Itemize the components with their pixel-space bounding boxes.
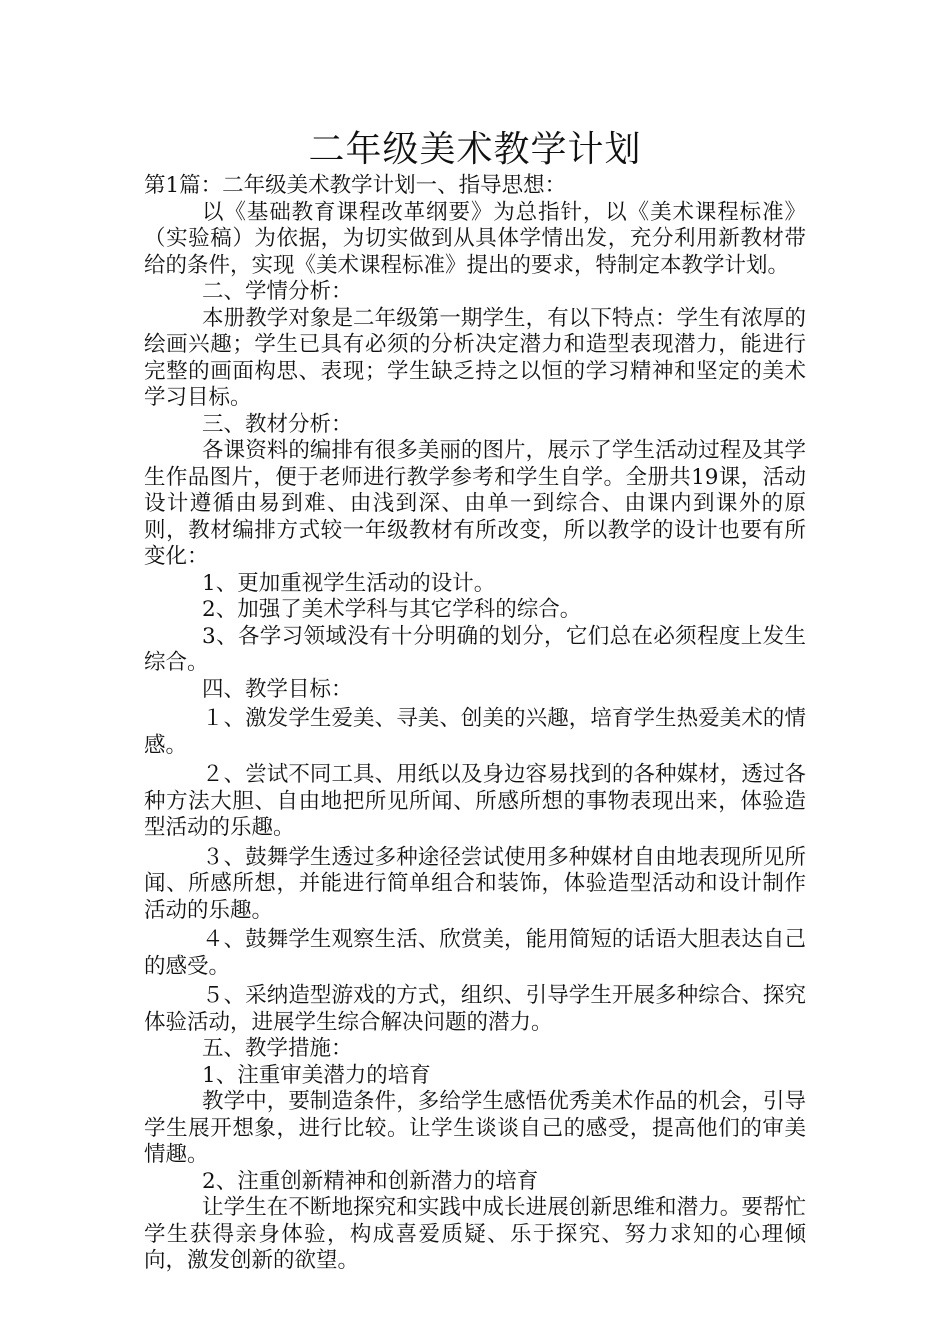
list-item-goal-3: ３、鼓舞学生透过多种途径尝试使用多种媒材自由地表现所见所闻、所感所想，并能进行简单组合和装饰，体验造型活动和设计制作活动的乐趣。: [144, 844, 806, 923]
paragraph-guiding-ideology: 以《基础教育课程改革纲要》为总指针，以《美术课程标准》（实验稿）为依据，为切实做到从具体学情出发，充分利用新教材带给的条件，实现《美术课程标准》提出的要求，特制定本教学计划。: [144, 199, 806, 278]
paragraph-learning-analysis: 本册教学对象是二年级第一期学生，有以下特点：学生有浓厚的绘画兴趣；学生已具有必须的分析决定潜力和造型表现潜力，能进行完整的画面构思、表现；学生缺乏持之以恒的学习精神和坚定的美术学习目标。: [144, 305, 806, 410]
section-heading-material-analysis: 三、教材分析：: [202, 411, 353, 437]
list-item-material-2: 2、加强了美术学科与其它学科的综合。: [202, 597, 582, 622]
list-item-goal-1: １、激发学生爱美、寻美、创美的兴趣，培育学生热爱美术的情感。: [144, 706, 806, 758]
section-heading-teaching-measures: 五、教学措施：: [202, 1036, 353, 1061]
document-title: 二年级美术教学计划: [308, 129, 642, 170]
list-item-goal-5: ５、采纳造型游戏的方式，组织、引导学生开展多种综合、探究体验活动，进展学生综合解决问题的潜力。: [144, 983, 806, 1035]
paragraph-measure-2: 让学生在不断地探究和实践中成长进展创新思维和潜力。要帮忙学生获得亲身体验，构成喜爱质疑、乐于探究、努力求知的心理倾向，激发创新的欲望。: [144, 1195, 806, 1273]
section-heading-teaching-goals: 四、教学目标：: [202, 676, 353, 702]
list-item-material-3: 3、各学习领域没有十分明确的划分，它们总在必须程度上发生综合。: [144, 623, 806, 675]
list-item-goal-4: ４、鼓舞学生观察生活、欣赏美，能用简短的话语大胆表达自己的感受。: [144, 927, 806, 979]
subheading-measure-1: 1、注重审美潜力的培育: [202, 1062, 431, 1088]
subheading-measure-2: 2、注重创新精神和创新潜力的培育: [202, 1168, 539, 1194]
paragraph-measure-1: 教学中，要制造条件，多给学生感悟优秀美术作品的机会，引导学生展开想象，进行比较。让学生谈谈自己的感受，提高他们的审美情趣。: [144, 1089, 806, 1167]
list-item-material-1: 1、更加重视学生活动的设计。: [202, 570, 496, 596]
list-item-goal-2: ２、尝试不同工具、用纸以及身边容易找到的各种媒材，透过各种方法大胆、自由地把所见所闻、所感所想的事物表现出来，体验造型活动的乐趣。: [144, 762, 806, 840]
paragraph-material-analysis: 各课资料的编排有很多美丽的图片，展示了学生活动过程及其学生作品图片，便于老师进行教学参考和学生自学。全册共19课，活动设计遵循由易到难、由浅到深、由单一到综合、由课内到课外的原则，教材编排方式较一年级教材有所改变，所以教学的设计也要有所变化：: [144, 438, 806, 569]
document-body: [144, 173, 806, 1275]
section-heading-learning-analysis: 二、学情分析：: [202, 279, 353, 304]
paragraph-heading-1: 第1篇：二年级美术教学计划一、指导思想：: [144, 173, 567, 198]
